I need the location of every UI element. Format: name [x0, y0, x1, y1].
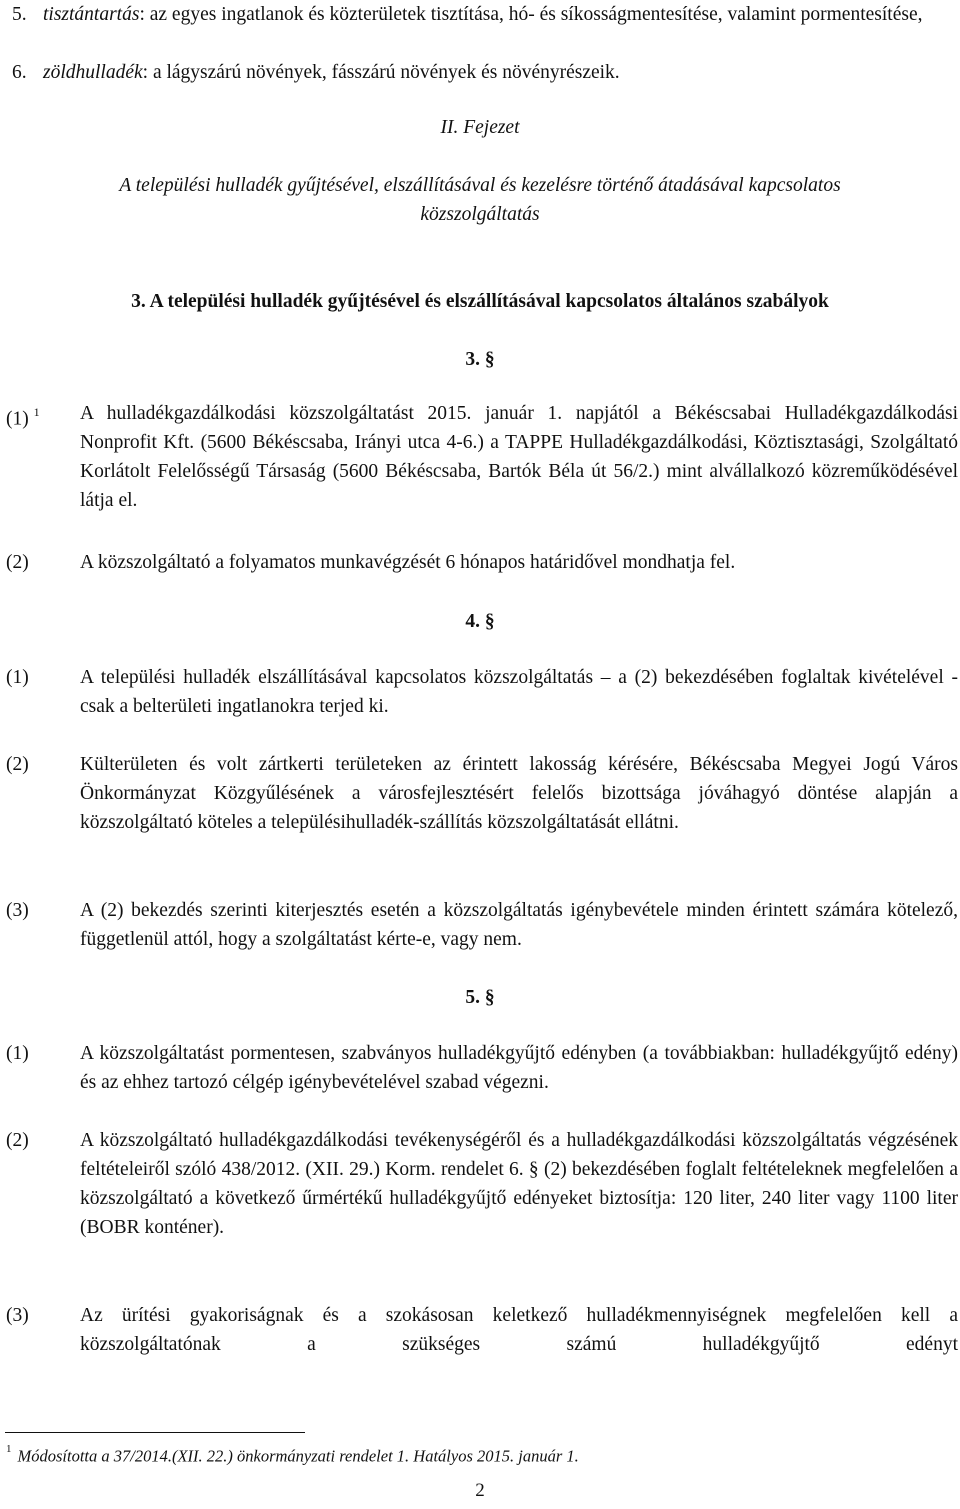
paragraph	[0, 1126, 958, 1242]
paragraph-text: Az ürítési gyakoriságnak és a szokásosan keletkező hulladékmennyiségnek megfelelően kell a közszolgáltatónak a szükséges számú hulladékgyűjtő edényt	[80, 1305, 958, 1355]
list-number: 6.	[12, 62, 27, 83]
section-heading: 3. §	[465, 349, 495, 370]
paragraph	[0, 750, 958, 837]
definition-term: zöldhulladék	[43, 62, 143, 83]
list-number: 5.	[12, 4, 27, 25]
footnote-marker: 1	[6, 1443, 12, 1455]
paragraph-text: A települési hulladék elszállításával kapcsolatos közszolgáltatás – a (2) bekezdésében foglaltak kivételével - csak a belterületi ingatlanokra terjed ki.	[80, 667, 958, 717]
paragraph-number: (2)	[6, 754, 29, 775]
paragraph	[0, 896, 958, 954]
definition-term: tisztántartás	[43, 4, 140, 25]
section-heading: 5. §	[465, 987, 495, 1008]
footnote-reference: 1	[33, 405, 40, 419]
paragraph-text: A közszolgáltató a folyamatos munkavégzését 6 hónapos határidővel mondhatja fel.	[80, 552, 736, 573]
paragraph-number: (2)	[6, 1130, 29, 1151]
paragraph-number: (1)	[6, 1043, 29, 1064]
paragraph-number: (3)	[6, 1305, 29, 1326]
paragraph-text: A hulladékgazdálkodási közszolgáltatást 2015. január 1. napjától a Békéscsabai Hulladékgazdálkodási Nonprofit Kft. (5600 Békéscsaba, Irányi utca 4-6.) a TAPPE Hulladékgazdálkodási, Köztisztasági, Szolgáltató Korlátolt Felelősségű Társaság (5600 Békéscsaba, Bartók Béla út 56/2.) mint alvállalkozó közreműködésével látja el.	[80, 403, 958, 511]
definition-item	[0, 58, 954, 87]
paragraph-text: Külterületen és volt zártkerti területeken az érintett lakosság kérésére, Békéscsaba Megyei Jogú Város Önkormányzat Közgyűlésének a városfejlesztésért felelős bizottsága jóváhagyó döntése alapján a közszolgáltató köteles a településihulladék-szállítás közszolgáltatását ellátni.	[80, 754, 958, 833]
chapter-title-continued: közszolgáltatás	[420, 204, 540, 225]
chapter-number: II. Fejezet	[440, 117, 520, 138]
paragraph	[0, 1039, 958, 1097]
page-number: 2	[475, 1480, 485, 1501]
paragraph-number: (1)	[6, 667, 29, 688]
footnote	[6, 1441, 579, 1468]
paragraph	[0, 1301, 958, 1359]
chapter-title: A települési hulladék gyűjtésével, elszállításával és kezelésre történő átadásával kapcsolatos	[119, 175, 841, 196]
paragraph-text: A (2) bekezdés szerinti kiterjesztés esetén a közszolgáltatás igénybevétele minden érintett számára kötelező, függetlenül attól, hogy a szolgáltatást kérte-e, vagy nem.	[80, 900, 958, 950]
paragraph	[0, 548, 958, 577]
paragraph-text: A közszolgáltató hulladékgazdálkodási tevékenységéről és a hulladékgazdálkodási közszolgáltatás végzésének feltételeiről szóló 438/2012. (XII. 29.) Korm. rendelet 6. § (2) bekezdésében foglalt feltételeknek megfelelően a közszolgáltató a következő űrmértékű hulladékgyűjtő edényeket biztosítja: 120 liter, 240 liter vagy 1100 liter (BOBR konténer).	[80, 1130, 958, 1238]
footnote-text: Módosította a 37/2014.(XII. 22.) önkormányzati rendelet 1. Hatályos 2015. január 1.	[17, 1446, 579, 1466]
paragraph-number: (2)	[6, 552, 29, 573]
definition-text: : a lágyszárú növények, fásszárú növények és növényrészeik.	[142, 62, 620, 83]
definition-text: : az egyes ingatlanok és közterületek tisztítása, hó- és síkosságmentesítése, valamint pormentesítése,	[139, 4, 923, 25]
paragraph-text: A közszolgáltatást pormentesen, szabványos hulladékgyűjtő edényben (a továbbiakban: hulladékgyűjtő edény) és az ehhez tartozó célgép igénybevételével szabad végezni.	[80, 1043, 958, 1093]
paragraph	[0, 663, 958, 721]
definition-item	[0, 0, 954, 29]
paragraph-number: (3)	[6, 900, 29, 921]
section-heading: 4. §	[465, 611, 495, 632]
footnote-separator	[5, 1432, 305, 1433]
paragraph-number: (1) $^1$	[6, 405, 40, 430]
paragraph	[0, 399, 958, 515]
subchapter-title: 3. A települési hulladék gyűjtésével és elszállításával kapcsolatos általános szabályok	[131, 291, 829, 312]
